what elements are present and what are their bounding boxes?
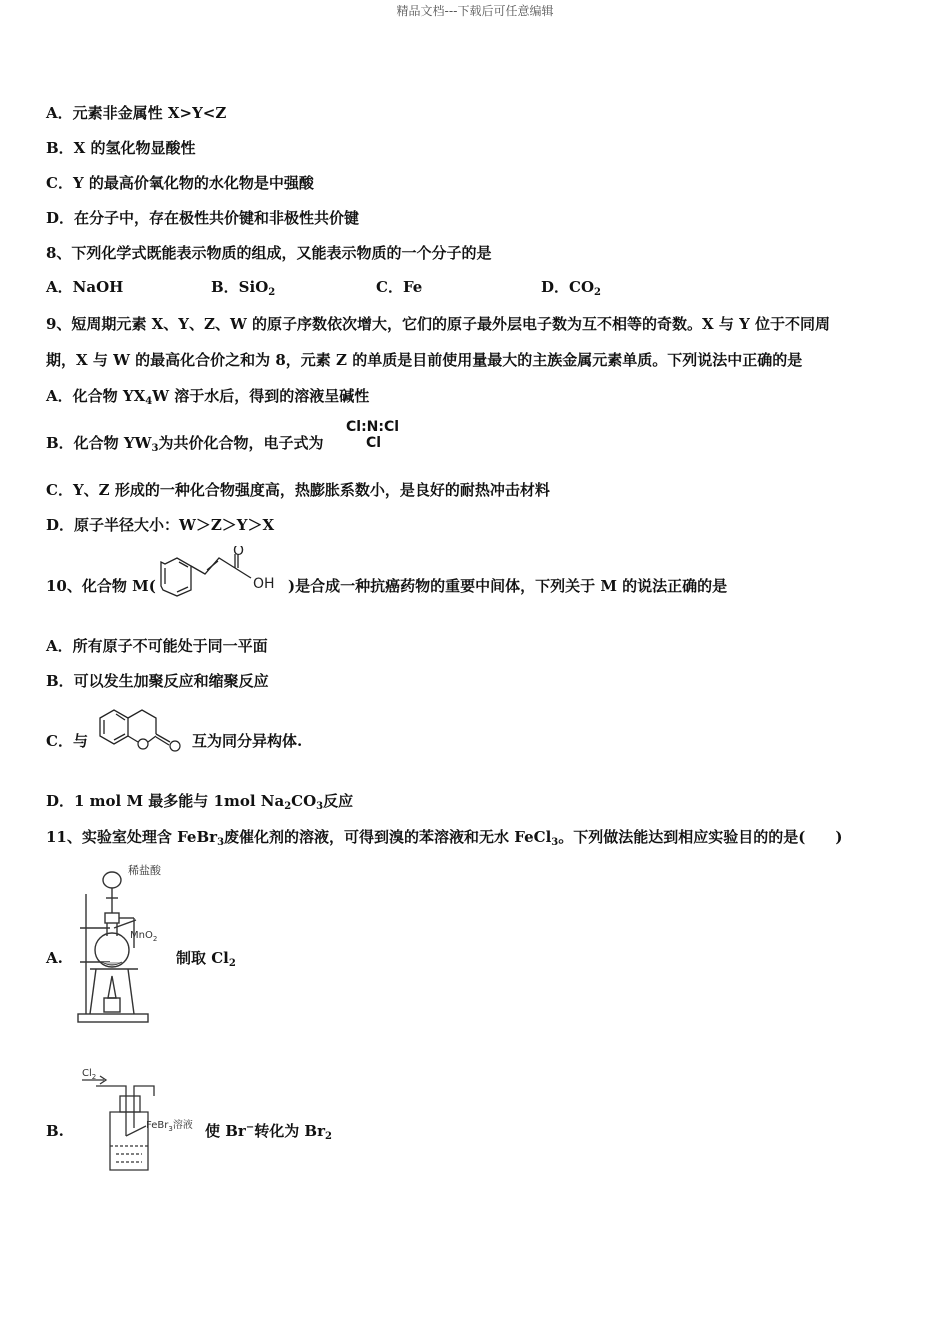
- q11-option-a-desc: 制取 $Cl_2$: [176, 949, 236, 969]
- gas-washing-bottle: [76, 1066, 204, 1176]
- q9-stem-line1: 9、短周期元素 X、Y、Z、W 的原子序数依次增大，它们的原子最外层电子数为互不相等的奇数。X 与 Y 位于不同周: [46, 315, 831, 333]
- q8-option-c: C．Fe: [376, 278, 423, 296]
- acid-label: 稀盐酸: [128, 864, 161, 877]
- lactone-ring: [128, 710, 156, 734]
- q8-stem: 8、下列化学式既能表示物质的组成，又能表示物质的一个分子的是: [46, 244, 492, 262]
- separatory-funnel: [103, 872, 121, 888]
- cinnamic-acid-structure: [153, 546, 285, 602]
- bottle: [110, 1112, 148, 1170]
- q10-stem-pre: 10、化合物 M(: [46, 577, 156, 595]
- q11-option-a-label: A.: [46, 949, 63, 967]
- q7-option-d: D．在分子中，存在极性共价键和非极性共价键: [46, 209, 360, 227]
- dihydrocoumarin-structure: [96, 706, 192, 754]
- ring-oxygen: [138, 739, 148, 749]
- febr3-label: FeBr$_3$溶液: [146, 1120, 193, 1133]
- electron-formula-top: Cl:N:Cl: [346, 419, 400, 435]
- bottle-stopper: [120, 1096, 140, 1112]
- chlorine-apparatus: [74, 858, 174, 1028]
- carbonyl-oxygen: [170, 741, 180, 751]
- alkene-chain: [191, 558, 235, 574]
- electron-formula-bottom: Cl: [366, 435, 382, 451]
- q11-option-b-label: B.: [46, 1122, 64, 1140]
- q10-stem-post: )是合成一种抗癌药物的重要中间体，下列关于 M 的说法正确的是: [288, 577, 728, 595]
- q7-option-b: B．X 的氢化物显酸性: [46, 139, 196, 157]
- alcohol-lamp: [104, 998, 120, 1012]
- q10-option-a: A．所有原子不可能处于同一平面: [46, 637, 268, 655]
- q9-stem-line2: 期，X 与 W 的最高化合价之和为 8，元素 Z 的单质是目前使用量最大的主族金属元素单质。下列说法中正确的是: [46, 351, 803, 369]
- q8-option-b: B．SiO$_2$: [211, 278, 276, 298]
- q7-option-c: C．Y 的最高价氧化物的水化物是中强酸: [46, 174, 314, 192]
- q8-option-d: D．$CO_2$: [541, 278, 601, 298]
- q10-option-c-pre: C．与: [46, 732, 88, 750]
- round-flask: [95, 933, 129, 967]
- q9-option-b: B．化合物 $YW_3$为共价化合物，电子式为: [46, 434, 324, 454]
- carbonyl-oxygen: O: [233, 546, 245, 559]
- page-header: 精品文档---下载后可任意编辑: [396, 4, 554, 18]
- q9-option-a: A．化合物 $YX_4W$ 溶于水后，得到的溶液呈碱性: [46, 387, 370, 407]
- mno2-label: MnO$_2$: [130, 930, 158, 943]
- q9-option-c: C．Y、Z 形成的一种化合物强度高，热膨胀系数小，是良好的耐热冲击材料: [46, 481, 550, 499]
- q11-stem: 11、实验室处理含 FeBr$_3$废催化剂的溶液，可得到溴的苯溶液和无水 FeCl$_3$。下列做法能达到相应实验目的的是( ): [46, 828, 843, 848]
- q11-option-b-desc: 使 Br−转化为 $Br_2$: [205, 1122, 332, 1142]
- q9-option-d: D．原子半径大小：W＞Z＞Y＞X: [46, 516, 275, 534]
- q10-option-d: D．1 mol M 最多能与 1mol $Na_2CO_3$反应: [46, 792, 354, 812]
- inlet-tube: [96, 1086, 126, 1136]
- cl2-label: $Cl_2$: [82, 1068, 97, 1081]
- q8-options: [46, 277, 601, 297]
- electron-formula: [346, 419, 406, 461]
- q10-option-c-post: 互为同分异构体.: [192, 732, 303, 750]
- flame: [108, 976, 116, 998]
- stand-base: [78, 1014, 148, 1022]
- hydroxyl-group: OH: [253, 576, 275, 592]
- q7-option-a: A．元素非金属性 X>Y<Z: [46, 104, 227, 122]
- q8-option-a: A．NaOH: [46, 278, 124, 296]
- q10-option-b: B．可以发生加聚反应和缩聚反应: [46, 672, 269, 690]
